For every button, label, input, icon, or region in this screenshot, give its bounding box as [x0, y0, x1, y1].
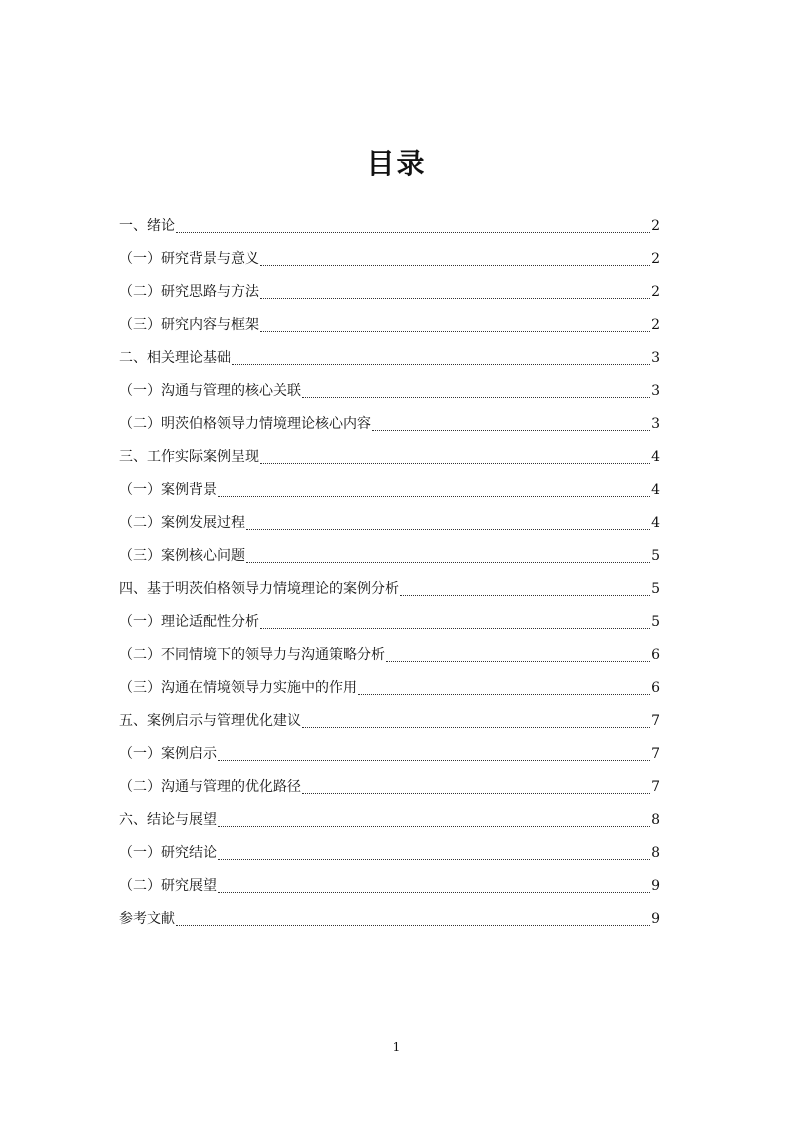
dot-leader	[302, 792, 650, 794]
toc-entry-label: （一）理论适配性分析	[119, 614, 259, 630]
toc-entry-label: （一）研究背景与意义	[119, 251, 259, 267]
toc-entry-page: 6	[651, 680, 660, 696]
dot-leader	[372, 429, 650, 431]
toc-entry-label: （一）案例背景	[119, 482, 217, 498]
toc-entry-label: （二）研究展望	[119, 878, 217, 894]
toc-entry-page: 4	[651, 449, 660, 465]
dot-leader	[302, 726, 650, 728]
toc-entry-label: 参考文献	[119, 911, 175, 927]
dot-leader	[260, 297, 650, 299]
document-title: 目录	[366, 147, 427, 180]
toc-entry-label: （三）沟通在情境领导力实施中的作用	[119, 680, 357, 696]
toc-entry[interactable]	[119, 705, 660, 738]
table-of-contents	[119, 210, 660, 936]
toc-entry[interactable]	[119, 870, 660, 903]
dot-leader	[386, 660, 650, 662]
toc-entry-label: （二）不同情境下的领导力与沟通策略分析	[119, 647, 385, 663]
toc-entry[interactable]	[119, 276, 660, 309]
dot-leader	[218, 759, 650, 761]
toc-entry-page: 8	[651, 812, 660, 828]
toc-entry[interactable]	[119, 342, 660, 375]
toc-entry-page: 9	[651, 878, 660, 894]
toc-entry[interactable]	[119, 837, 660, 870]
toc-entry-label: 四、基于明茨伯格领导力情境理论的案例分析	[119, 581, 399, 597]
toc-entry[interactable]	[119, 804, 660, 837]
toc-entry-label: 一、绪论	[119, 218, 175, 234]
dot-leader	[260, 330, 650, 332]
dot-leader	[218, 825, 650, 827]
toc-entry[interactable]	[119, 738, 660, 771]
toc-entry-page: 5	[651, 581, 660, 597]
dot-leader	[302, 396, 650, 398]
toc-entry-page: 7	[651, 746, 660, 762]
toc-entry[interactable]	[119, 573, 660, 606]
toc-entry-page: 4	[651, 515, 660, 531]
toc-entry-page: 6	[651, 647, 660, 663]
dot-leader	[218, 858, 650, 860]
toc-entry-label: （二）沟通与管理的优化路径	[119, 779, 301, 795]
dot-leader	[246, 561, 650, 563]
toc-entry[interactable]	[119, 540, 660, 573]
dot-leader	[260, 627, 650, 629]
dot-leader	[176, 231, 650, 233]
dot-leader	[176, 924, 650, 926]
toc-entry-page: 3	[651, 383, 660, 399]
dot-leader	[260, 462, 650, 464]
toc-entry-label: （一）沟通与管理的核心关联	[119, 383, 301, 399]
toc-entry-page: 2	[651, 218, 660, 234]
toc-entry-page: 2	[651, 284, 660, 300]
toc-entry[interactable]	[119, 672, 660, 705]
toc-entry-label: （二）明茨伯格领导力情境理论核心内容	[119, 416, 371, 432]
toc-entry-page: 7	[651, 779, 660, 795]
toc-entry-label: （三）案例核心问题	[119, 548, 245, 564]
toc-entry-page: 8	[651, 845, 660, 861]
dot-leader	[246, 528, 650, 530]
toc-entry-page: 3	[651, 350, 660, 366]
toc-entry[interactable]	[119, 474, 660, 507]
toc-entry-label: （二）案例发展过程	[119, 515, 245, 531]
toc-entry[interactable]	[119, 771, 660, 804]
toc-entry-label: （一）案例启示	[119, 746, 217, 762]
toc-entry[interactable]	[119, 606, 660, 639]
toc-entry[interactable]	[119, 309, 660, 342]
dot-leader	[400, 594, 650, 596]
toc-entry-page: 2	[651, 317, 660, 333]
toc-entry-label: （一）研究结论	[119, 845, 217, 861]
toc-entry-label: （三）研究内容与框架	[119, 317, 259, 333]
dot-leader	[218, 495, 650, 497]
toc-entry-page: 9	[651, 911, 660, 927]
page-number: 1	[392, 1040, 401, 1054]
toc-entry[interactable]	[119, 441, 660, 474]
toc-entry-page: 7	[651, 713, 660, 729]
toc-entry-page: 4	[651, 482, 660, 498]
dot-leader	[232, 363, 650, 365]
toc-entry-label: （二）研究思路与方法	[119, 284, 259, 300]
toc-entry[interactable]	[119, 639, 660, 672]
toc-entry-label: 二、相关理论基础	[119, 350, 231, 366]
toc-entry-page: 3	[651, 416, 660, 432]
toc-entry[interactable]	[119, 375, 660, 408]
toc-entry[interactable]	[119, 903, 660, 936]
toc-entry-label: 三、工作实际案例呈现	[119, 449, 259, 465]
dot-leader	[218, 891, 650, 893]
dot-leader	[260, 264, 650, 266]
toc-entry-label: 五、案例启示与管理优化建议	[119, 713, 301, 729]
toc-entry[interactable]	[119, 507, 660, 540]
toc-entry-page: 5	[651, 614, 660, 630]
toc-entry-page: 5	[651, 548, 660, 564]
toc-entry-page: 2	[651, 251, 660, 267]
toc-entry[interactable]	[119, 408, 660, 441]
toc-entry[interactable]	[119, 210, 660, 243]
dot-leader	[358, 693, 650, 695]
toc-entry-label: 六、结论与展望	[119, 812, 217, 828]
toc-entry[interactable]	[119, 243, 660, 276]
